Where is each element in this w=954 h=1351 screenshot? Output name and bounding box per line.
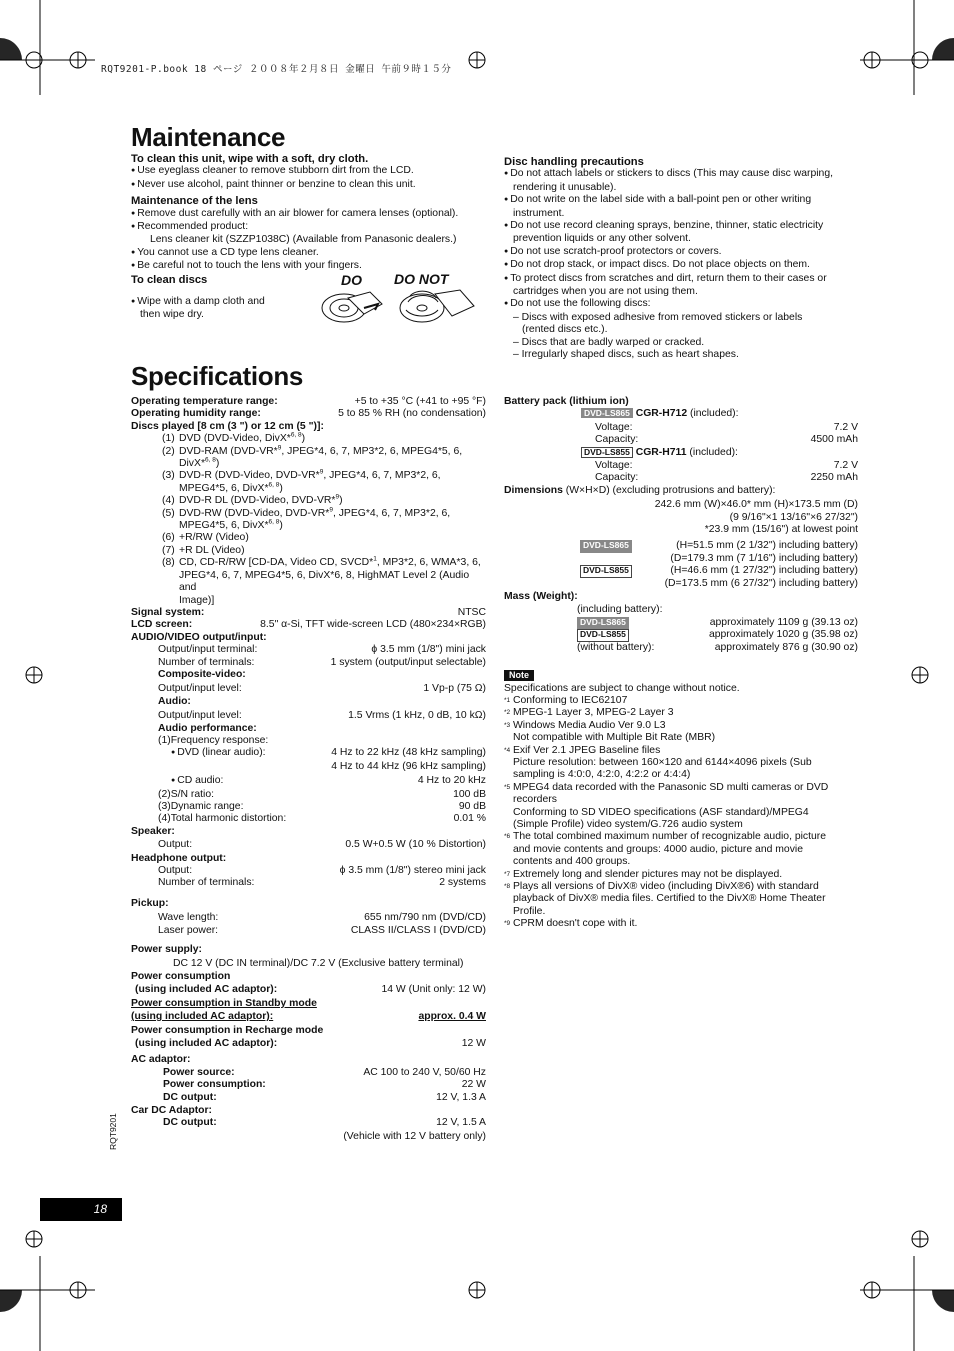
spec-value: 22 W: [461, 1079, 486, 1091]
spec-sub-label: Voltage:: [595, 460, 633, 472]
spec-value: (D=179.3 mm (7 1/16") including battery): [670, 552, 858, 564]
handling-bullet: ● Do not use record cleaning sprays, benzine, thinner, static electricity: [504, 220, 864, 233]
spec-value: (9 9/16"×1 13/16"×6 27/32"): [729, 511, 858, 523]
footnote: [504, 745, 858, 757]
footnote-text: The total combined maximum number of recognizable audio, picture: [513, 831, 827, 843]
spec-sub-label: (3)Dynamic range:: [158, 801, 244, 812]
footnote: [504, 881, 858, 893]
spec-value: AC 100 to 240 V, 50/60 Hz: [363, 1066, 486, 1078]
discs-heading: To clean discs: [131, 273, 208, 286]
handling-heading: Disc handling precautions: [504, 156, 644, 168]
disc-item-number: (8): [162, 557, 175, 569]
footnote-text: sampling is 4:0:0, 4:2:0, 4:2:2 or 4:4:4): [513, 769, 691, 781]
model-tag-865: DVD-LS865: [580, 540, 632, 552]
handling-cont: rendering it unusable).: [513, 181, 617, 193]
specs-right-column: [504, 396, 858, 931]
footnote-text: Extremely long and slender pictures may not be displayed.: [513, 868, 783, 880]
disc-item-rest: ): [301, 433, 306, 445]
footnote-text: MPEG4 data recorded with the Panasonic SD multi cameras or DVD: [513, 781, 829, 793]
disc-item-main: DVD-R DL (DVD-Video, DVD-VR*: [179, 495, 336, 507]
spec-value: (D=173.5 mm (6 27/32") including battery): [664, 577, 858, 589]
disc-item-main: Image)]: [179, 594, 215, 606]
lens-heading: Maintenance of the lens: [131, 195, 258, 208]
footnote-text: recorders: [513, 794, 557, 806]
disc-item-text: [179, 532, 249, 544]
note-badge: Note: [504, 670, 534, 681]
spec-value: 0.5 W+0.5 W (10 % Distortion): [345, 839, 486, 851]
disc-item-number: (1): [162, 433, 175, 445]
spec-value: 8.5" α-Si, TFT wide-screen LCD (480×234×RGB): [260, 619, 486, 631]
footnote-marker: [504, 807, 513, 819]
handling-dash: – Irregularly shaped discs, such as heart shapes.: [513, 349, 739, 361]
disc-item-text: [179, 557, 481, 569]
disc-item-number: (2): [162, 445, 175, 457]
disc-item: [131, 520, 486, 532]
spec-value: ϕ 3.5 mm (1/8") mini jack: [371, 644, 486, 656]
disc-item-number: [162, 520, 179, 532]
footnote-text: CPRM doesn't cope with it.: [513, 918, 638, 930]
disc-item-number: [162, 458, 179, 470]
footnote-marker: *6: [504, 833, 511, 841]
spec-sub-label: (without battery):: [577, 641, 655, 653]
disc-item-number: (5): [162, 507, 175, 519]
footnote-text: Conforming to IEC62107: [513, 694, 628, 706]
spec-sub-label: (4)Total harmonic distortion:: [158, 813, 287, 825]
spec-label: Operating humidity range:: [131, 408, 261, 420]
footnote: [504, 757, 858, 769]
footnote-text: Profile.: [513, 905, 546, 917]
spec-value: (H=46.6 mm (1 27/32") including battery): [670, 565, 858, 577]
disc-item-main: +R DL (Video): [179, 544, 245, 556]
disc-item-sup: 9: [335, 493, 340, 501]
spec-value: (H=51.5 mm (2 1/32") including battery): [676, 540, 858, 552]
disc-list: [131, 433, 486, 607]
disc-item-text: [179, 458, 219, 470]
spec-value: 0.01 %: [453, 813, 486, 825]
handling-bullet: ● To protect discs from scratches and dirt, return them to their cases or: [504, 273, 864, 286]
spec-sub-label: Number of terminals:: [158, 656, 255, 668]
disc-item: [131, 470, 486, 482]
disc-item: [131, 446, 486, 458]
donot-label: DO NOT: [394, 271, 449, 287]
handling-cont: prevention liquids or any other solvent.: [513, 233, 691, 245]
spec-label: Speaker:: [131, 825, 175, 837]
disc-item-rest: ): [339, 495, 343, 507]
disc-item-rest: ): [279, 520, 283, 532]
spec-value: approx. 0.4 W: [418, 1011, 486, 1023]
spec-sub-heading: Composite-video:: [158, 668, 246, 680]
footnote: [504, 856, 858, 868]
footnote: [504, 769, 858, 781]
handling-dash: – Discs that are badly warped or cracked.: [513, 336, 705, 348]
footnote: [504, 893, 858, 905]
footnote-text: Plays all versions of DivX® video (including DivX®6) with standard: [513, 881, 819, 893]
footnote-text: Conforming to SD VIDEO specifications (ASF standard)/MPEG4: [513, 806, 809, 818]
footnote-text: and movie contents and groups: 4000 audio, picture and movie: [513, 843, 803, 855]
disc-item-main: JPEG*4, 6, 7, MPEG4*5, 6, DivX*6, 8, HighMAT Level 2 (Audio and: [179, 569, 470, 594]
handling-bullet: ● Do not use scratch-proof protectors or covers.: [504, 246, 864, 259]
spec-label: Power consumption in Recharge mode: [131, 1024, 324, 1036]
lens-bullet: ● Recommended product:: [131, 221, 491, 234]
model-tag-865: DVD-LS865: [577, 617, 629, 629]
disc-wipe-illustration: [320, 288, 480, 326]
disc-item-sup: 9: [329, 506, 333, 514]
disc-item-text: [179, 520, 283, 532]
spec-sub-label: Wave length:: [158, 912, 219, 924]
footnote-marker: [504, 844, 513, 856]
footnote: [504, 807, 858, 819]
spec-value: 7.2 V: [833, 421, 858, 433]
disc-item-text: [179, 433, 305, 445]
footnote-marker: [504, 856, 513, 868]
spec-value: 242.6 mm (W)×46.0* mm (H)×173.5 mm (D): [654, 499, 858, 511]
disc-bullet: ● Wipe with a damp cloth and: [131, 296, 491, 309]
spec-value: 1.5 Vrms (1 kHz, 0 dB, 10 kΩ): [348, 710, 486, 722]
disc-item-main: MPEG4*5, 6, DivX*: [179, 520, 269, 532]
disc-item-main: DivX*: [179, 458, 205, 470]
footnote: [504, 732, 858, 744]
model-tag-855: DVD-LS855: [581, 447, 633, 458]
footnote: [504, 869, 858, 881]
footnote-text: Windows Media Audio Ver 9.0 L3: [513, 719, 666, 731]
spec-label: Discs played [8 cm (3 ") or 12 cm (5 ")]:: [131, 420, 324, 432]
footnote-marker: *5: [504, 783, 511, 791]
handling-bullet: ● Do not drop stack, or impact discs. Do not place objects on them.: [504, 259, 864, 272]
spec-sub-label: Output/input terminal:: [158, 644, 258, 656]
lens-bullet: ● Be careful not to touch the lens with your fingers.: [131, 260, 491, 273]
spec-sub-label: (including battery):: [577, 603, 663, 615]
footnote-marker: [504, 769, 513, 781]
footnote-marker: [504, 893, 513, 905]
spec-value: 14 W (Unit only: 12 W): [381, 984, 486, 996]
disc-item-rest: , JPEG*4, 6, 7, MP3*2, 6,: [332, 507, 451, 519]
side-code: RQT9201: [108, 1113, 118, 1150]
footnote-marker: *4: [504, 746, 511, 754]
spec-value: 7.2 V: [833, 460, 858, 472]
battery-incl: (included):: [686, 446, 738, 458]
disc-item: [131, 595, 486, 607]
disc-item: [131, 433, 486, 445]
disc-item-rest: ): [279, 482, 283, 494]
disc-item-main: DVD-RAM (DVD-VR*: [179, 445, 278, 457]
spec-sub-label: (using included AC adaptor):: [135, 984, 278, 996]
spec-value: *23.9 mm (15/16") at lowest point: [704, 524, 858, 536]
footnote: [504, 695, 858, 707]
unit-bullet: ● Never use alcohol, paint thinner or benzine to clean this unit.: [131, 179, 491, 192]
footnote-marker: [504, 819, 513, 831]
footnotes: [504, 695, 858, 931]
do-label: DO: [341, 272, 362, 288]
disc-item-rest: , MP3*2, 6, WMA*3, 6,: [376, 557, 481, 569]
battery-name: CGR-H712: [635, 408, 688, 420]
disc-item-text: [179, 446, 462, 458]
spec-value: NTSC: [457, 606, 486, 618]
disc-item-text: [179, 508, 450, 520]
spec-value: DC 12 V (DC IN terminal)/DC 7.2 V (Exclusive battery terminal): [173, 958, 464, 970]
disc-item-main: DVD (DVD-Video, DivX*: [179, 433, 291, 445]
spec-value: approximately 1020 g (35.98 oz): [708, 629, 858, 641]
spec-label: LCD screen:: [131, 619, 193, 631]
disc-item: [131, 545, 486, 557]
disc-handling: [504, 156, 864, 362]
print-header: RQT9201-P.book 18 ページ ２００８年２月８日 金曜日 午前９時１５分: [101, 64, 452, 75]
spec-sub-label: Output:: [158, 865, 193, 877]
footnote-marker: [504, 794, 513, 806]
spec-sub-label: (2)S/N ratio:: [158, 788, 215, 800]
handling-cont: instrument.: [513, 207, 565, 219]
footnote: [504, 819, 858, 831]
spec-value: 12 V, 1.5 A: [436, 1117, 486, 1129]
model-tag-855: DVD-LS855: [577, 629, 629, 641]
disc-item-sup: 6, 8: [204, 456, 216, 464]
footnote: [504, 918, 858, 930]
specs-left-column: [131, 396, 486, 1143]
footnote-text: Picture resolution: between 160×120 and 6144×4096 pixels (Sub: [513, 756, 812, 768]
handling-dash: – Discs with exposed adhesive from removed stickers or labels: [513, 311, 803, 323]
footnote-marker: *9: [504, 920, 511, 928]
spec-label: Headphone output:: [131, 852, 227, 864]
spec-value: 5 to 85 % RH (no condensation): [338, 408, 486, 420]
spec-sub-label: Power consumption:: [163, 1079, 266, 1091]
spec-label: Mass (Weight):: [504, 591, 578, 603]
spec-sub-label: Output:: [158, 839, 193, 851]
disc-item-number: [162, 483, 179, 495]
disc-item: [131, 557, 486, 569]
footnote-marker: *2: [504, 709, 511, 717]
spec-sub-heading: Audio:: [158, 695, 191, 707]
disc-item-sup: 1: [373, 555, 377, 563]
spec-value: 12 W: [461, 1037, 486, 1049]
disc-item-number: [162, 570, 179, 595]
footnote-marker: *1: [504, 696, 511, 704]
note-text: Specifications are subject to change without notice.: [504, 682, 740, 694]
footnote: [504, 794, 858, 806]
spec-sub-label: Capacity:: [595, 434, 639, 446]
disc-item-text: [179, 483, 283, 495]
spec-sub-label: ● DVD (linear audio):: [171, 747, 266, 760]
disc-item: [131, 495, 486, 507]
spec-sub-label: (1)Frequency response:: [158, 734, 269, 746]
footnote: [504, 707, 858, 719]
disc-item: [131, 458, 486, 470]
spec-value: 2 systems: [439, 877, 486, 889]
spec-label: AC adaptor:: [131, 1054, 191, 1066]
footnote: [504, 844, 858, 856]
disc-item-main: +R/RW (Video): [179, 532, 249, 544]
footnote-text: Not compatible with Multiple Bit Rate (MBR): [513, 732, 716, 744]
model-tag-865: DVD-LS865: [581, 408, 633, 418]
disc-item-sup: 9: [277, 444, 282, 452]
spec-label-cont: (W×H×D) (excluding protrusions and battery):: [562, 484, 776, 496]
footnote-text: MPEG-1 Layer 3, MPEG-2 Layer 3: [513, 707, 674, 719]
footnote-marker: [504, 757, 513, 769]
disc-bullet-cont: then wipe dry.: [140, 309, 204, 321]
spec-label: Car DC Adaptor:: [131, 1104, 213, 1116]
spec-label: Battery pack (lithium ion): [504, 396, 629, 407]
disc-item-sup: 9: [319, 468, 324, 476]
spec-label: AUDIO/VIDEO output/input:: [131, 631, 267, 643]
spec-label: Operating temperature range:: [131, 396, 278, 407]
spec-sub-label: (using included AC adaptor):: [135, 1037, 278, 1049]
maintenance-title: Maintenance: [131, 122, 286, 152]
disc-item-main: MPEG4*5, 6, DivX*: [179, 482, 269, 494]
disc-item-number: (4): [162, 495, 175, 507]
spec-label: Signal system:: [131, 606, 205, 618]
spec-value: 1 system (output/input selectable): [330, 656, 486, 668]
lens-bullet: ● You cannot use a CD type lens cleaner.: [131, 247, 491, 260]
spec-value: approximately 876 g (30.90 oz): [714, 641, 858, 653]
spec-sub-label: Output/input level:: [158, 683, 242, 695]
disc-item-sup: 6, 8: [268, 518, 280, 526]
model-tag-855: DVD-LS855: [580, 565, 632, 577]
spec-sub-label: Laser power:: [158, 924, 219, 936]
footnote-marker: [504, 906, 513, 918]
spec-label: Power supply:: [131, 944, 203, 956]
disc-item-main: CD, CD-R/RW [CD-DA, Video CD, SVCD*: [179, 557, 374, 569]
spec-sub-label: DC output:: [163, 1117, 217, 1129]
disc-item: [131, 483, 486, 495]
page-number: 18: [40, 1198, 122, 1221]
spec-value: 655 nm/790 nm (DVD/CD): [364, 912, 486, 924]
spec-sub-label: (using included AC adaptor):: [131, 1011, 274, 1023]
spec-label: Dimensions: [504, 484, 563, 496]
disc-item-main: DVD-R (DVD-Video, DVD-VR*: [179, 470, 320, 482]
spec-sub-label: Power source:: [163, 1066, 235, 1078]
disc-item-main: DVD-RW (DVD-Video, DVD-VR*: [179, 507, 330, 519]
footnote-marker: *7: [504, 870, 511, 878]
spec-value: CLASS II/CLASS I (DVD/CD): [350, 924, 486, 936]
spec-sub-label: Capacity:: [595, 472, 639, 484]
footnote: [504, 720, 858, 732]
handling-bullet: ● Do not write on the label side with a ball-point pen or other writing: [504, 194, 864, 207]
spec-label: Power consumption: [131, 970, 231, 982]
footnote-marker: [504, 732, 513, 744]
spec-value: 90 dB: [458, 801, 486, 812]
spec-sub-label: Output/input level:: [158, 710, 242, 722]
spec-label: Power consumption in Standby mode: [131, 997, 317, 1009]
footnote: [504, 782, 858, 794]
disc-item-rest: , JPEG*4, 6, 7, MP3*2, 6,: [323, 470, 441, 482]
spec-label: Pickup:: [131, 897, 169, 909]
disc-item-rest: , JPEG*4, 6, 7, MP3*2, 6, MPEG4*5, 6,: [281, 445, 463, 457]
spec-value: 2250 mAh: [810, 472, 858, 484]
spec-sub-label: ● CD audio:: [171, 775, 223, 788]
handling-cont: cartridges when you are not using them.: [513, 286, 698, 298]
spec-sub-label: DC output:: [163, 1091, 217, 1103]
spec-value: approximately 1109 g (39.13 oz): [709, 616, 858, 628]
disc-item-text: [179, 570, 486, 595]
specifications-title: Specifications: [131, 361, 304, 391]
disc-item-text: [179, 470, 441, 482]
disc-item-text: [179, 545, 245, 557]
spec-value: +5 to +35 °C (+41 to +95 °F): [354, 396, 486, 407]
handling-bullet: ● Do not use the following discs:: [504, 298, 864, 311]
spec-value: 4 Hz to 20 kHz: [417, 775, 486, 787]
footnote-marker: *3: [504, 721, 511, 729]
spec-sub-heading: Audio performance:: [158, 722, 257, 734]
footnote-text: Exif Ver 2.1 JPEG Baseline files: [513, 744, 661, 756]
spec-value: ϕ 3.5 mm (1/8") stereo mini jack: [339, 865, 486, 877]
lens-bullet: ● Remove dust carefully with an air blower for camera lenses (optional).: [131, 208, 491, 221]
spec-value: (Vehicle with 12 V battery only): [343, 1130, 486, 1142]
footnote-text: (Simple Profile) video system/G.726 audio system: [513, 819, 743, 830]
battery-incl: (included):: [687, 408, 739, 420]
footnote-marker: *8: [504, 883, 511, 891]
spec-value: 4500 mAh: [810, 434, 858, 446]
handling-dash: (rented discs etc.).: [522, 324, 608, 336]
unit-bullet: ● Use eyeglass cleaner to remove stubborn dirt from the LCD.: [131, 165, 491, 178]
spec-value: 12 V, 1.3 A: [436, 1091, 486, 1103]
disc-item-number: [162, 595, 179, 607]
disc-item: [131, 570, 486, 595]
lens-product: Lens cleaner kit (SZZP1038C) (Available from Panasonic dealers.): [150, 234, 457, 246]
spec-value: 1 Vp-p (75 Ω): [423, 683, 486, 695]
clean-unit-heading: To clean this unit, wipe with a soft, dry cloth.: [131, 153, 369, 165]
disc-item-text: [179, 595, 214, 607]
handling-bullet: ● Do not attach labels or stickers to discs (This may cause disc warping,: [504, 168, 864, 181]
disc-item-text: [179, 495, 343, 507]
footnote-text: playback of DivX® media files. Certified to the DivX® Home Theater: [513, 893, 826, 905]
disc-item-rest: ): [215, 458, 220, 470]
disc-item-number: (6): [162, 532, 175, 544]
disc-item: [131, 508, 486, 520]
battery-name: CGR-H711: [635, 446, 687, 458]
disc-item-sup: 6, 8: [268, 481, 280, 489]
disc-item: [131, 532, 486, 544]
disc-item-number: (3): [162, 470, 175, 482]
footnote: [504, 831, 858, 843]
spec-value: 100 dB: [453, 788, 486, 800]
spec-sub-label: Voltage:: [595, 421, 633, 433]
spec-value: 4 Hz to 22 kHz (48 kHz sampling): [331, 747, 486, 759]
spec-value: 4 Hz to 44 kHz (96 kHz sampling): [331, 760, 486, 772]
footnote: [504, 906, 858, 918]
spec-sub-label: Number of terminals:: [158, 877, 255, 889]
footnote-text: contents and 400 groups.: [513, 856, 631, 868]
disc-item-number: (7): [162, 544, 175, 556]
disc-item-sup: 6, 8: [290, 431, 302, 439]
